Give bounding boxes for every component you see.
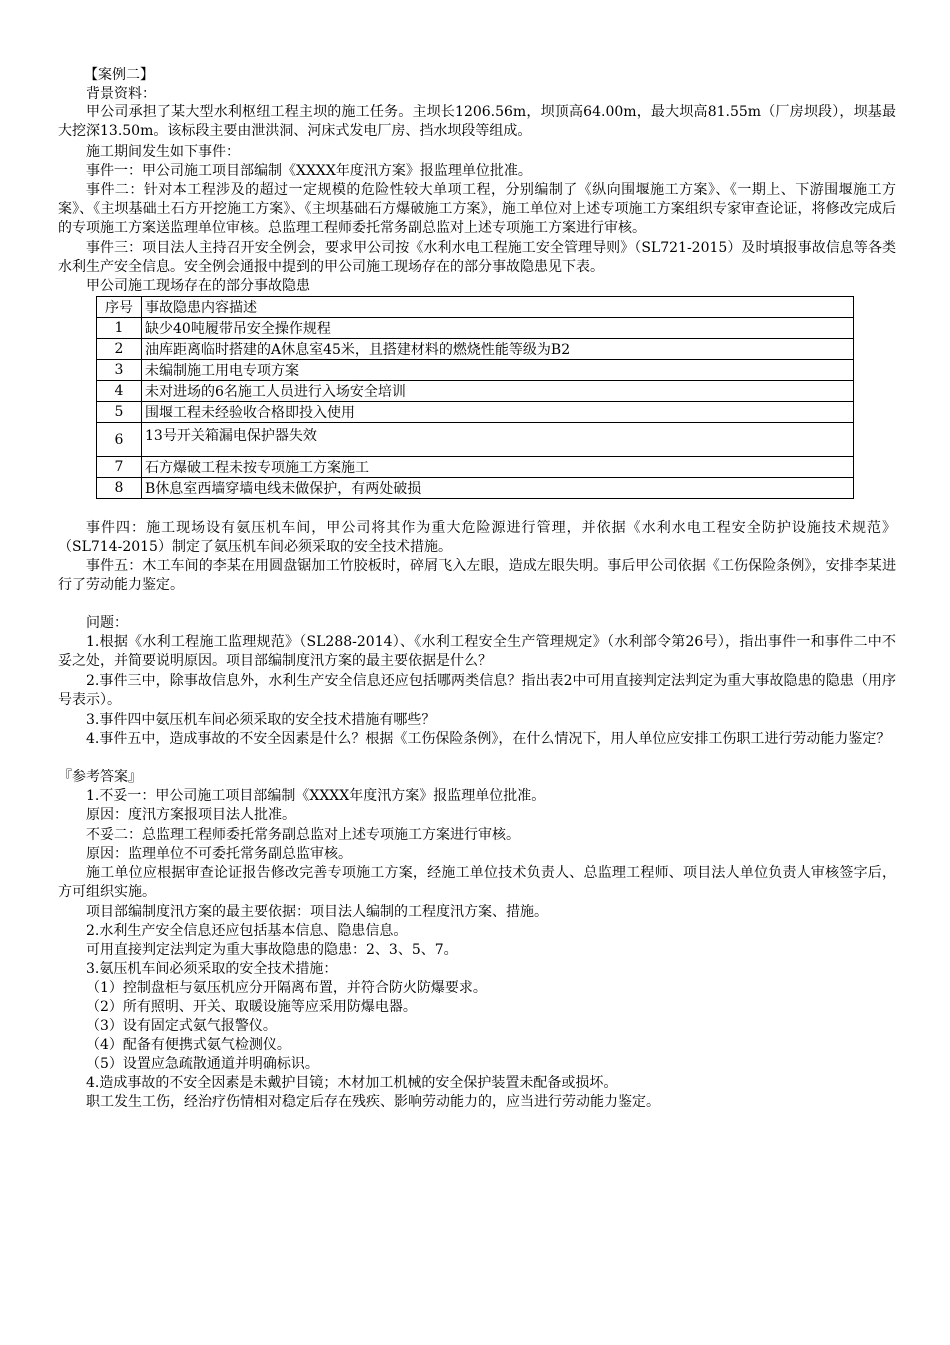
- case-heading: 【案例二】: [84, 67, 154, 83]
- question-four: 4.事件五中，造成事故的不安全因素是什么？根据《工伤保险条例》，在什么情况下，用人单位应安排工伤职工进行劳动能力鉴定？: [86, 731, 891, 747]
- row-description: 油库距离临时搭建的A休息室45米，且搭建材料的燃烧性能等级为B2: [142, 339, 854, 360]
- background-label: 背景资料：: [86, 86, 156, 102]
- question-three: 3.事件四中氨压机车间必须采取的安全技术措施有哪些？: [86, 712, 436, 728]
- answer-line: 职工发生工伤，经治疗伤情相对稳定后存在残疾、影响劳动能力的，应当进行劳动能力鉴定。: [86, 1094, 660, 1110]
- row-description: 未编制施工用电专项方案: [142, 360, 854, 381]
- row-number: 1: [97, 318, 142, 339]
- questions-label: 问题：: [86, 615, 128, 631]
- table-row: [97, 478, 854, 499]
- events-intro: 施工期间发生如下事件：: [86, 144, 240, 160]
- row-number: 5: [97, 402, 142, 423]
- row-number: 2: [97, 339, 142, 360]
- answer-line: 3.氨压机车间必须采取的安全技术措施：: [86, 961, 338, 977]
- answer-paragraph: 施工单位应根据审查论证报告修改完善专项施工方案，经施工单位技术负责人、总监理工程师、项目法人单位负责人审核签字后，方可组织实施。: [58, 865, 896, 900]
- answer-line: 可用直接判定法判定为重大事故隐患的隐患：2、3、5、7。: [86, 942, 458, 958]
- hazard-table: [96, 296, 854, 499]
- row-description: 缺少40吨履带吊安全操作规程: [142, 318, 854, 339]
- answer-line: （1）控制盘柜与氨压机应分开隔离布置，并符合防火防爆要求。: [86, 980, 487, 996]
- event-three: 事件三：项目法人主持召开安全例会，要求甲公司按《水利水电工程施工安全管理导则》（SL721-2015）及时填报事故信息等各类水利生产安全信息。安全例会通报中提到的甲公司施工现场存在的部分事故隐患见下表。: [58, 240, 896, 275]
- table-row: [97, 381, 854, 402]
- answer-label: 『参考答案』: [58, 769, 142, 785]
- table-row: [97, 360, 854, 381]
- row-description: 13号开关箱漏电保护器失效: [142, 423, 854, 457]
- header-description: 事故隐患内容描述: [142, 297, 854, 318]
- row-description: 围堰工程未经验收合格即投入使用: [142, 402, 854, 423]
- answer-line: 原因：度汛方案报项目法人批准。: [86, 807, 296, 823]
- answer-line: 2.水利生产安全信息还应包括基本信息、隐患信息。: [86, 923, 408, 939]
- table-row: [97, 318, 854, 339]
- table-row: [97, 423, 854, 457]
- row-number: 8: [97, 478, 142, 499]
- background-paragraph: 甲公司承担了某大型水利枢纽工程主坝的施工任务。主坝长1206.56m，坝顶高64.00m，最大坝高81.55m（厂房坝段），坝基最大挖深13.50m。该标段主要由泄洪洞、河床式发电厂房、挡水坝段等组成。: [58, 104, 896, 139]
- answer-line: （4）配备有便携式氨气检测仪。: [86, 1037, 291, 1053]
- answer-line: （2）所有照明、开关、取暖设施等应采用防爆电器。: [86, 999, 417, 1015]
- row-description: 未对进场的6名施工人员进行入场安全培训: [142, 381, 854, 402]
- table-row: [97, 339, 854, 360]
- event-four: 事件四：施工现场设有氨压机车间，甲公司将其作为重大危险源进行管理，并依据《水利水电工程安全防护设施技术规范》（SL714-2015）制定了氨压机车间必须采取的安全技术措施。: [58, 520, 896, 555]
- question-one: 1.根据《水利工程施工监理规范》（SL288-2014）、《水利工程安全生产管理规定》（水利部令第26号），指出事件一和事件二中不妥之处，并简要说明原因。项目部编制度汛方案的最主要依据是什么？: [58, 634, 896, 669]
- question-two: 2.事件三中，除事故信息外，水利生产安全信息还应包括哪两类信息？指出表2中可用直接判定法判定为重大事故隐患的隐患（用序号表示）。: [58, 673, 896, 708]
- answer-line: 不妥二：总监理工程师委托常务副总监对上述专项施工方案进行审核。: [86, 827, 520, 843]
- table-title: 甲公司施工现场存在的部分事故隐患: [86, 278, 310, 294]
- answer-line: 4.造成事故的不安全因素是未戴护目镜；木材加工机械的安全保护装置未配备或损坏。: [86, 1075, 618, 1091]
- answer-line: 项目部编制度汛方案的最主要依据：项目法人编制的工程度汛方案、措施。: [86, 904, 548, 920]
- table-header-row: [97, 297, 854, 318]
- row-number: 3: [97, 360, 142, 381]
- row-description: B休息室西墙穿墙电线未做保护，有两处破损: [142, 478, 854, 499]
- row-number: 7: [97, 457, 142, 478]
- table-row: [97, 457, 854, 478]
- answer-line: （5）设置应急疏散通道并明确标识。: [86, 1056, 319, 1072]
- event-one: 事件一：甲公司施工项目部编制《XXXX年度汛方案》报监理单位批准。: [86, 163, 532, 179]
- row-number: 6: [97, 423, 142, 457]
- header-number: 序号: [97, 297, 142, 318]
- event-two: 事件二：针对本工程涉及的超过一定规模的危险性较大单项工程，分别编制了《纵向围堰施工方案》、《一期上、下游围堰施工方案》、《主坝基础土石方开挖施工方案》、《主坝基础石方爆破施工方案》，施工单位对上述专项施工方案组织专家审查论证，将修改完成后的专项施工方案送监理单位审核。总监理工程师委托常务副总监对上述专项施工方案进行审核。: [58, 182, 896, 236]
- answer-line: （3）设有固定式氨气报警仪。: [86, 1018, 277, 1034]
- row-description: 石方爆破工程未按专项施工方案施工: [142, 457, 854, 478]
- answer-line: 1.不妥一：甲公司施工项目部编制《XXXX年度汛方案》报监理单位批准。: [86, 788, 546, 804]
- table-row: [97, 402, 854, 423]
- row-number: 4: [97, 381, 142, 402]
- event-five: 事件五：木工车间的李某在用圆盘锯加工竹胶板时，碎屑飞入左眼，造成左眼失明。事后甲公司依据《工伤保险条例》，安排李某进行了劳动能力鉴定。: [58, 558, 896, 593]
- answer-line: 原因：监理单位不可委托常务副总监审核。: [86, 846, 352, 862]
